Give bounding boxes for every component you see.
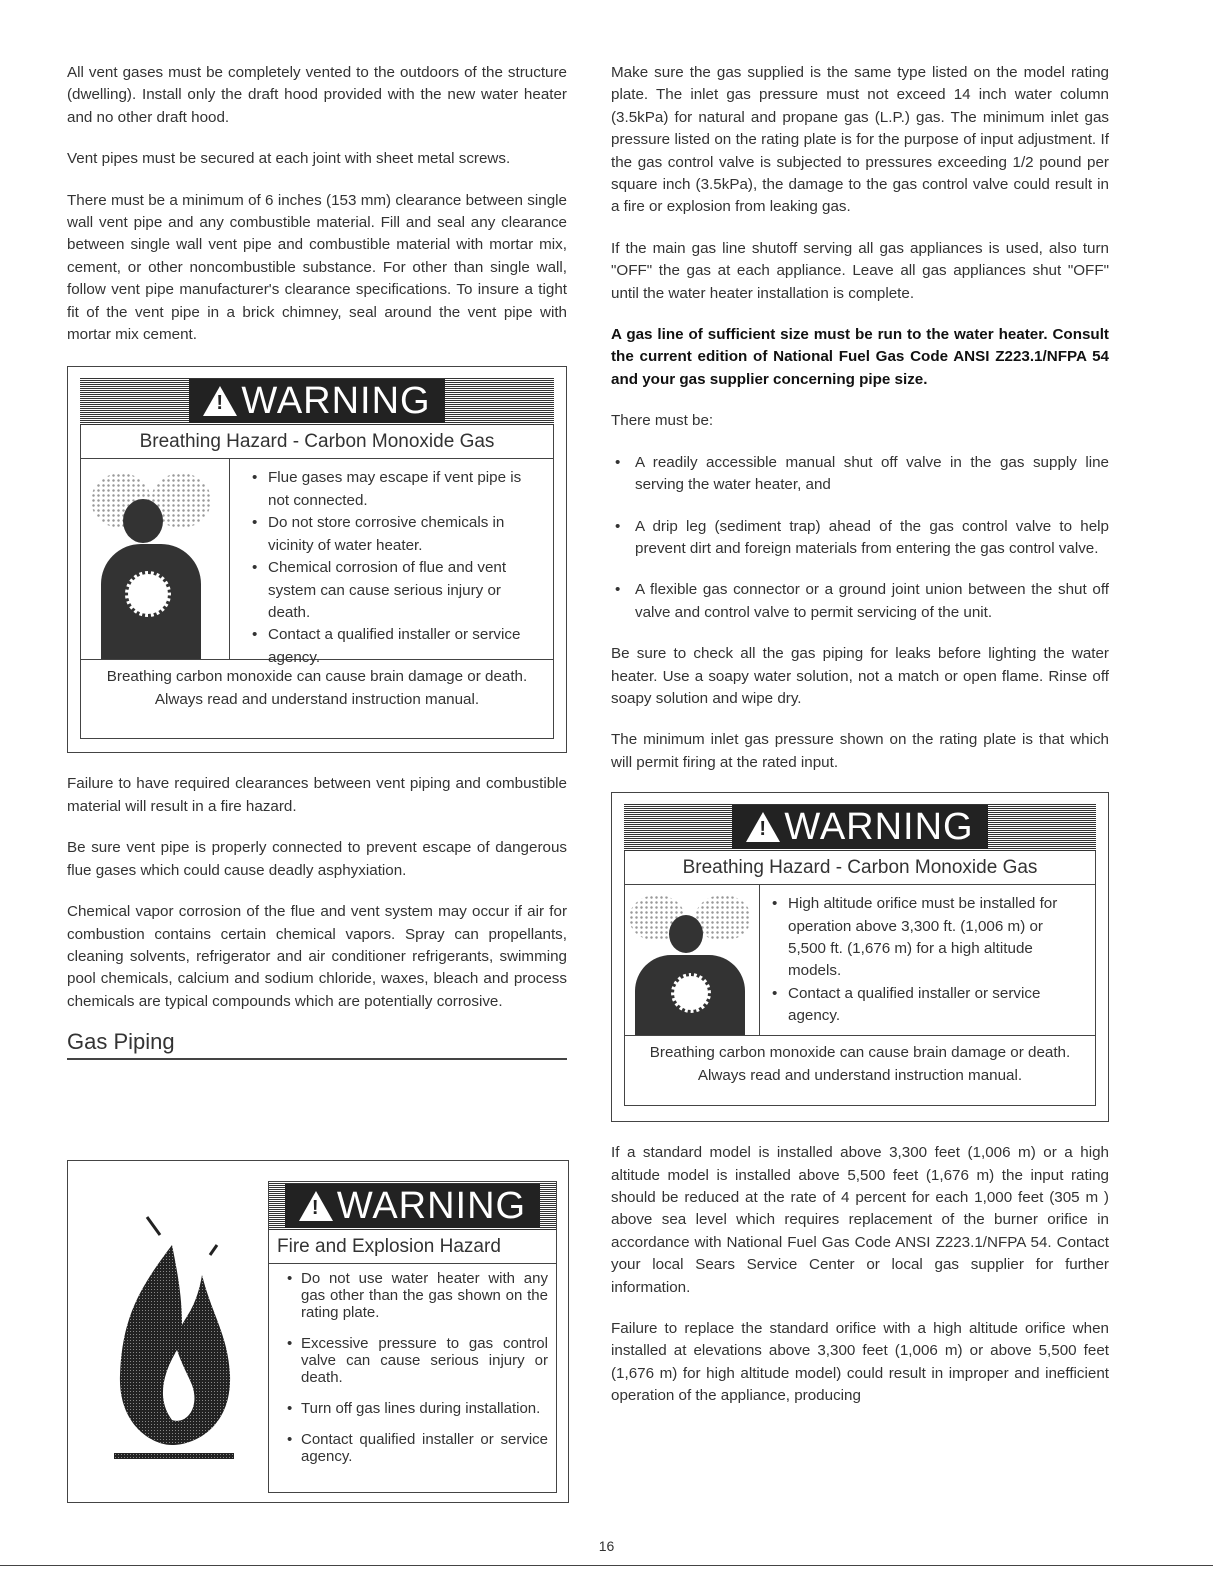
paragraph: Failure to have required clearances between vent piping and combustible material will result in a fire hazard. <box>67 775 567 815</box>
list-item: • A readily accessible manual shut off valve in the gas supply line serving the water heater, and <box>611 452 1109 497</box>
paragraph: Be sure vent pipe is properly connected to prevent escape of dangerous flue gases which could cause deadly asphyxiation. <box>67 839 567 879</box>
list-item: • A drip leg (sediment trap) ahead of the gas control valve to help prevent dirt and foreign materials from entering the gas control valve. <box>611 516 1109 561</box>
right-column <box>611 62 1109 1427</box>
warning-title: WARNING <box>336 1184 527 1227</box>
paragraph: All vent gases must be completely vented to the outdoors of the structure (dwelling). Install only the draft hood provided with the new water heater and no other draft hood. <box>67 64 567 126</box>
warning-triangle-icon: ! <box>746 812 780 842</box>
warning-item: • Flue gases may escape if vent pipe is not connected. <box>250 467 543 512</box>
warning-banner <box>624 803 1096 851</box>
warning-box-altitude <box>611 792 1109 1122</box>
hazard-title: Breathing Hazard - Carbon Monoxide Gas <box>625 851 1095 885</box>
warning-box-fire <box>67 1160 569 1503</box>
warning-item: • Do not use water heater with any gas other than the gas shown on the rating plate. <box>287 1270 548 1321</box>
breathing-hazard-icon <box>81 459 230 659</box>
paragraph: Be sure to check all the gas piping for leaks before lighting the water heater. Use a soapy water solution, not a match or open flame. Rinse off soapy solution and wipe dry. <box>611 645 1109 707</box>
paragraph: If the main gas line shutoff serving all gas appliances is used, also turn "OFF" the gas at each appliance. Leave all gas appliances shut "OFF" until the water heater installation is complete. <box>611 239 1109 302</box>
warning-banner <box>80 377 554 425</box>
warning-title: WARNING <box>241 379 431 422</box>
warning-item: • Turn off gas lines during installation. <box>287 1400 548 1417</box>
paragraph: Chemical vapor corrosion of the flue and vent system may occur if air for combustion contains certain chemical vapors. Spray can propellants, cleaning solvents, refrigerator and air conditioner refrigerants, swimming pool chemicals, calcium and sodium chloride, waxes, bleach and process chemicals are typical compounds which are potentially corrosive. <box>67 903 567 1010</box>
paragraph: There must be a minimum of 6 inches (153 mm) clearance between single wall vent pipe and any combustible material. Fill and seal any clearance between single wall vent pipe and combustible material with mortar mix, cement, or other noncombustible substance. For other than single wall, follow vent pipe manufacturer's clearance specifications. To insure a tight fit of the vent pipe in a brick chimney, seal around the vent pipe with mortar mix cement. <box>67 191 567 344</box>
warning-item: • Contact a qualified installer or service agency. <box>770 983 1085 1028</box>
warning-item: • Contact qualified installer or service agency. <box>287 1431 548 1465</box>
hazard-title: Breathing Hazard - Carbon Monoxide Gas <box>81 425 553 459</box>
hazard-title: Fire and Explosion Hazard <box>269 1230 556 1264</box>
requirements-list <box>611 452 1109 624</box>
warning-triangle-icon: ! <box>203 386 237 416</box>
paragraph: The minimum inlet gas pressure shown on the rating plate is that which will permit firing at the rated input. <box>611 731 1109 771</box>
warning-item: • Contact a qualified installer or service agency. <box>250 624 543 669</box>
warning-footer: Breathing carbon monoxide can cause brain damage or death. Always read and understand instruction manual. <box>106 668 528 708</box>
breathing-hazard-icon <box>625 885 760 1035</box>
warning-item: • Chemical corrosion of flue and vent system can cause serious injury or death. <box>250 557 543 624</box>
warning-item: • High altitude orifice must be installed for operation above 3,300 ft. (1,006 m) or 5,500 ft. (1,676 m) for a high altitude models. <box>770 893 1085 983</box>
paragraph: Make sure the gas supplied is the same type listed on the model rating plate. The inlet gas pressure must not exceed 14 inch water column (3.5kPa) for natural and propane gas (L.P.) gas. The minimum inlet gas pressure listed on the rating plate is for the purpose of input adjustment. If the gas control valve is subjected to pressures exceeding 1/2 pound per square inch (3.5kPa), the damage to the gas control valve could result in a fire or explosion from leaking gas. <box>611 64 1109 216</box>
paragraph: Failure to replace the standard orifice with a high altitude orifice when installed at elevations above 3,300 feet (1,006 m) or above 5,500 feet (1,676 m) for high altitude model) could result in improper and inefficient operation of the appliance, producing <box>611 1320 1109 1405</box>
paragraph: If a standard model is installed above 3,300 feet (1,006 m) or a high altitude model is installed above 5,500 feet (1,676 m) the input rating should be reduced at the rate of 4 percent for each 1,000 feet (305 m ) above sea level which requires replacement of the burner orifice in accordance with National Fuel Gas Code ANSI Z223.1/NFPA 54. Contact your local Sears Service Center or local gas supplier for further information. <box>611 1144 1109 1296</box>
warning-footer: Breathing carbon monoxide can cause brain damage or death. Always read and understand instruction manual. <box>649 1044 1071 1084</box>
list-item: • A flexible gas connector or a ground joint union between the shut off valve and control valve to permit servicing of the unit. <box>611 579 1109 624</box>
warning-item: • Excessive pressure to gas control valve can cause serious injury or death. <box>287 1335 548 1386</box>
paragraph: There must be: <box>611 412 714 430</box>
page-number: 16 <box>598 1538 615 1554</box>
paragraph-bold: A gas line of sufficient size must be run to the water heater. Consult the current edition of National Fuel Gas Code ANSI Z223.1/NFPA 54 and your gas supplier concerning pipe size. <box>611 326 1109 388</box>
section-heading: Gas Piping <box>67 1029 567 1060</box>
fire-warning-panel <box>268 1181 557 1493</box>
warning-triangle-icon: ! <box>299 1191 333 1221</box>
flame-icon <box>82 1175 262 1487</box>
warning-title: WARNING <box>784 805 974 848</box>
divider <box>0 1565 1213 1566</box>
paragraph: Vent pipes must be secured at each joint with sheet metal screws. <box>67 150 511 168</box>
left-column <box>67 62 567 1060</box>
warning-item: • Do not store corrosive chemicals in vicinity of water heater. <box>250 512 543 557</box>
warning-banner <box>269 1182 556 1230</box>
warning-box-co <box>67 366 567 753</box>
